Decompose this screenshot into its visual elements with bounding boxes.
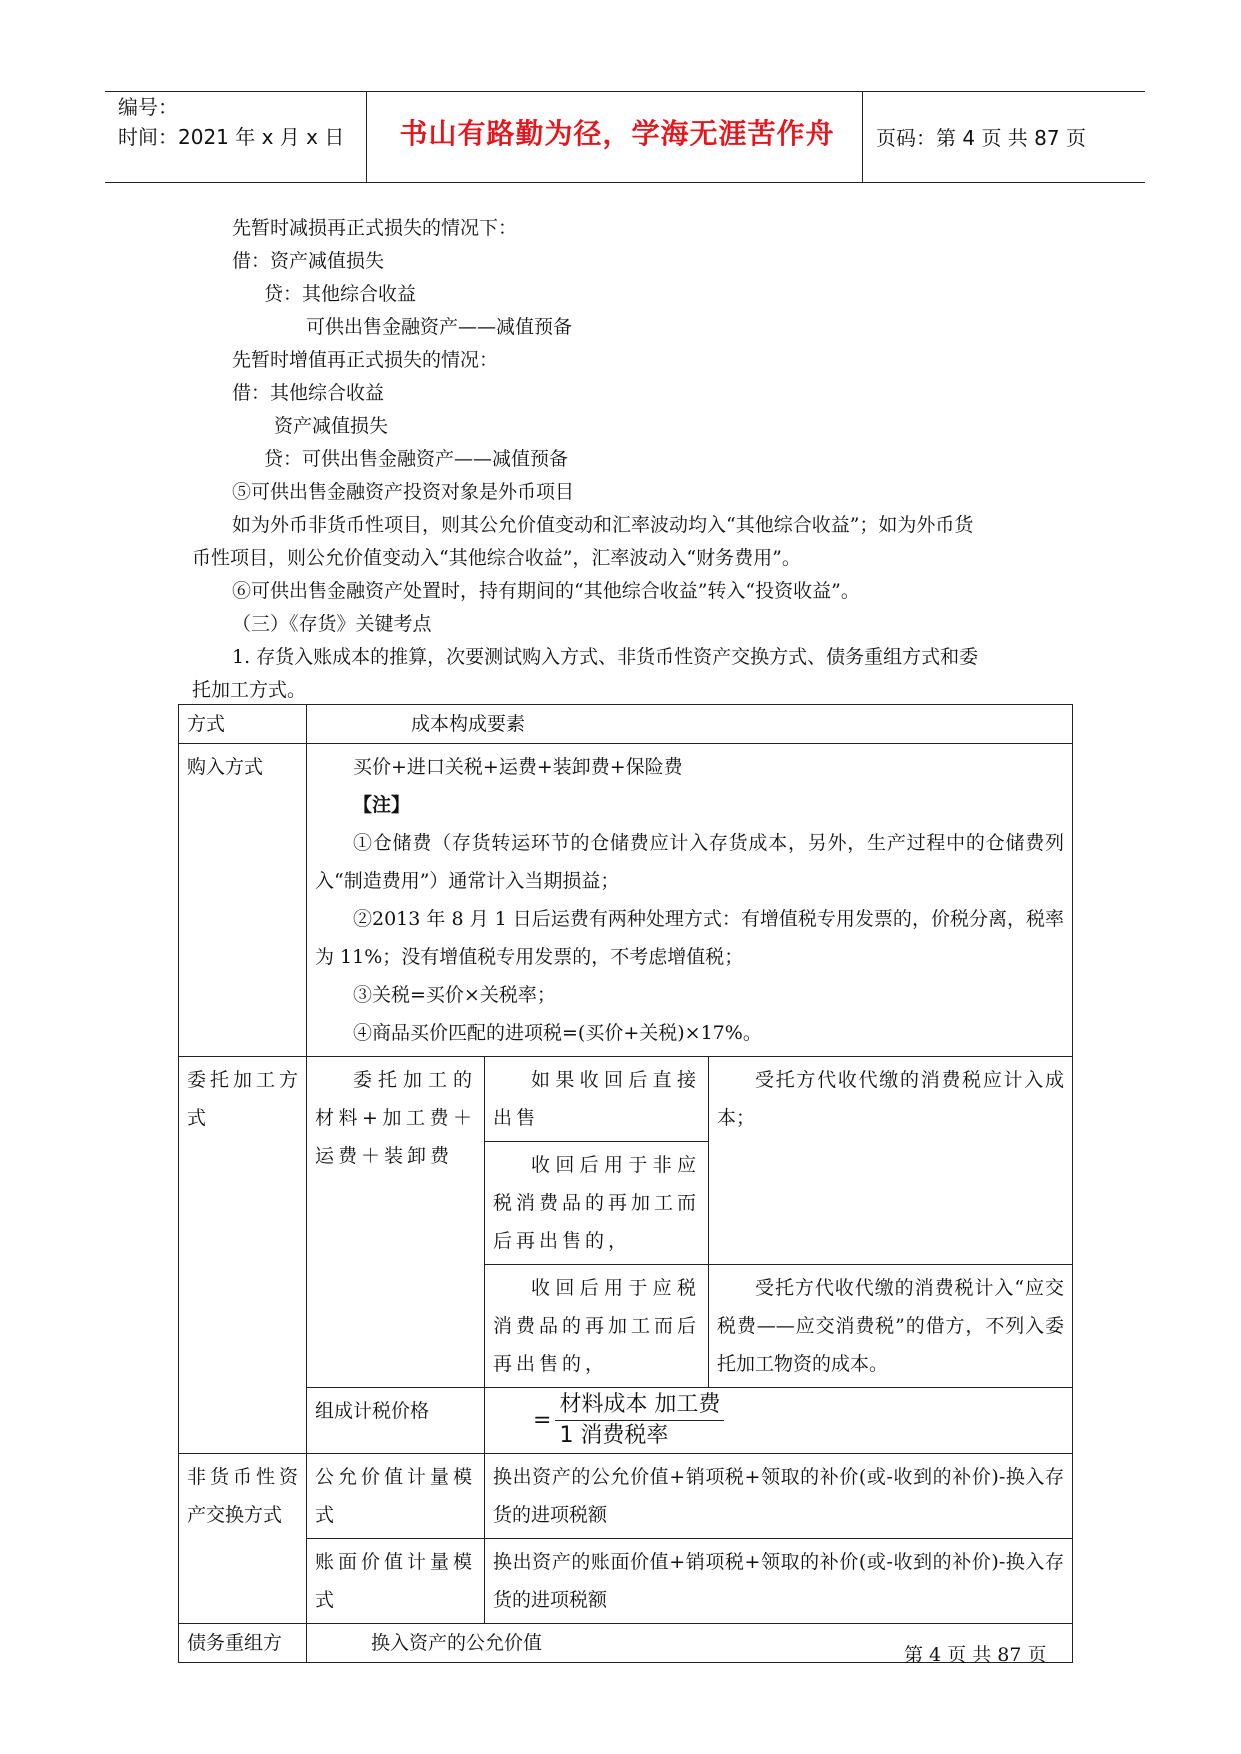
body-line: 托加工方式。 — [192, 679, 307, 701]
header-bottom-rule — [105, 182, 1145, 183]
nonmonetary-book-label: 账面价值计量模式 — [307, 1539, 485, 1624]
purchase-label: 购入方式 — [179, 744, 307, 1057]
purchase-note-4: ④商品买价匹配的进项税=(买价+关税)×17%。 — [353, 1022, 762, 1044]
table-row-consign-1 — [179, 1057, 1073, 1142]
consign-tax-price-label: 组成计税价格 — [307, 1388, 485, 1454]
body-line: 借：其他综合收益 — [232, 382, 385, 404]
doc-number-label: 编号： — [118, 95, 178, 119]
table-header-cost — [307, 705, 1073, 744]
body-line: 先暂时减损再正式损失的情况下： — [232, 217, 518, 239]
doc-time-label: 时间：2021 年 x 月 x 日 — [118, 125, 345, 149]
consign-cost-formula: 委托加工的材料+加工费＋运费＋装卸费 — [307, 1057, 485, 1388]
fraction-denominator: 1 消费税率 — [559, 1423, 669, 1448]
table-header-row — [179, 705, 1073, 744]
body-line: 1. 存货入账成本的推算，次要测试购入方式、非货币性资产交换方式、债务重组方式和委 — [232, 646, 979, 668]
nonmonetary-book-formula: 换出资产的账面价值+销项税+领取的补价(或-收到的补价)-换入存货的进项税额 — [485, 1539, 1073, 1624]
inventory-cost-table — [178, 704, 1073, 1663]
body-line: 借：资产减值损失 — [232, 250, 385, 272]
header-page-code: 页码：第 4 页 共 87 页 — [876, 126, 1086, 150]
purchase-content — [307, 744, 1073, 1057]
body-line: 如为外币非货币性项目，则其公允价值变动和汇率波动均入“其他综合收益”；如为外币货 — [232, 514, 974, 536]
table-row-purchase — [179, 744, 1073, 1057]
section-heading: （三）《存货》关键考点 — [232, 613, 432, 635]
formula-equals: = — [533, 1407, 552, 1433]
purchase-note-title: 【注】 — [353, 794, 411, 816]
debt-value-text: 换入资产的公允价值 — [371, 1632, 543, 1654]
debt-label: 债务重组方 — [179, 1624, 307, 1663]
fraction-numerator: 材料成本 加工费 — [555, 1390, 724, 1421]
header-divider-right — [862, 91, 863, 183]
consign-treatment-1: 受托方代收代缴的消费税应计入成本； — [709, 1057, 1073, 1265]
consign-case-3: 收回后用于应税消费品的再加工而后再出售的， — [485, 1265, 709, 1388]
consign-tax-formula — [485, 1388, 1073, 1454]
consign-treatment-2: 受托方代收代缴的消费税计入“应交税费——应交消费税”的借方，不列入委托加工物资的成本。 — [709, 1265, 1073, 1388]
body-line: 币性项目，则公允价值变动入“其他综合收益”，汇率波动入“财务费用”。 — [192, 547, 801, 569]
tax-price-fraction — [555, 1390, 724, 1451]
nonmonetary-fair-label: 公允价值计量模式 — [307, 1454, 485, 1539]
purchase-note-1: ①仓储费（存货转运环节的仓储费应计入存货成本，另外，生产过程中的仓储费列入“制造费用”）通常计入当期损益； — [315, 832, 1064, 892]
consign-label: 委托加工方式 — [179, 1057, 307, 1454]
purchase-formula: 买价+进口关税+运费+装卸费+保险费 — [353, 756, 683, 778]
table-header-method: 方式 — [179, 705, 307, 744]
header-left — [118, 92, 344, 152]
purchase-note-3: ③关税=买价×关税率； — [353, 984, 556, 1006]
body-line: 先暂时增值再正式损失的情况： — [232, 349, 499, 371]
table-row-nonmonetary-fair — [179, 1454, 1073, 1539]
header-motto: 书山有路勤为径，学海无涯苦作舟 — [399, 117, 835, 150]
body-line: ⑥可供出售金融资产处置时，持有期间的“其他综合收益”转入“投资收益”。 — [232, 580, 860, 602]
consign-case-1: 如果收回后直接出售 — [485, 1057, 709, 1142]
table-header-cost-text: 成本构成要素 — [411, 713, 526, 735]
nonmonetary-label: 非货币性资产交换方式 — [179, 1454, 307, 1624]
body-line: 可供出售金融资产——减值预备 — [306, 316, 573, 338]
table-row-consign-tax — [179, 1388, 1073, 1454]
body-line: 贷：可供出售金融资产——减值预备 — [264, 448, 569, 470]
body-line: ⑤可供出售金融资产投资对象是外币项目 — [232, 481, 575, 503]
body-line: 贷：其他综合收益 — [264, 283, 417, 305]
nonmonetary-fair-formula: 换出资产的公允价值+销项税+领取的补价(或-收到的补价)-换入存货的进项税额 — [485, 1454, 1073, 1539]
table-row-nonmonetary-book — [179, 1539, 1073, 1624]
purchase-note-2: ②2013 年 8 月 1 日后运费有两种处理方式：有增值税专用发票的，价税分离，税率为 11%；没有增值税专用发票的，不考虑增值税； — [315, 908, 1064, 968]
body-line: 资产减值损失 — [274, 415, 389, 437]
header-divider-left — [366, 91, 367, 183]
page-footer: 第 4 页 共 87 页 — [904, 1644, 1047, 1666]
consign-case-2: 收回后用于非应税消费品的再加工而后再出售的， — [485, 1142, 709, 1265]
